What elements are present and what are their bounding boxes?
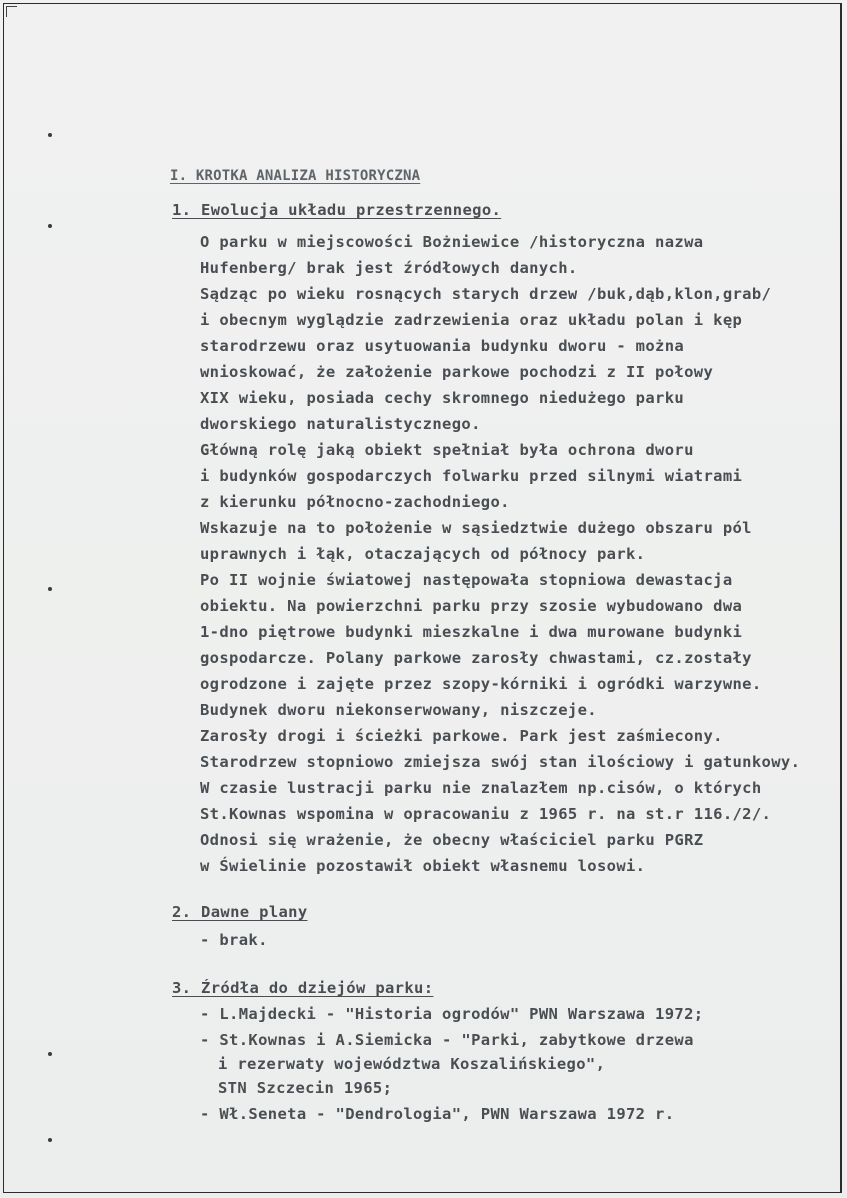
- list-item: - St.Kownas i A.Siemicka - "Parki, zabytkowe drzewa: [200, 1031, 694, 1049]
- paragraph-line: Starodrzew stopniowo zmiejsza swój stan ilościowy i gatunkowy.: [200, 753, 801, 771]
- paragraph-line: 1-dno piętrowe budynki mieszkalne i dwa murowane budynki: [200, 623, 743, 641]
- paragraph-line: Główną rolę jaką obiekt spełniał była ochrona dworu: [200, 441, 694, 459]
- paragraph-line: wnioskować, że założenie parkowe pochodzi z II połowy: [200, 363, 714, 381]
- paragraph-line: O parku w miejscowości Bożniewice /historyczna nazwa: [200, 233, 704, 251]
- heading-sources: 3. Źródła do dziejów parku:: [172, 979, 434, 997]
- punch-dot: [48, 133, 52, 137]
- paragraph-line: Odnosi się wrażenie, że obecny właściciel parku PGRZ: [200, 831, 704, 849]
- corner-mark: [6, 6, 17, 17]
- paragraph-line: Zarosły drogi i ścieżki parkowe. Park jest zaśmiecony.: [200, 727, 723, 745]
- heading-evolution: 1. Ewolucja układu przestrzennego.: [172, 201, 502, 219]
- paragraph-line: ogrodzone i zajęte przez szopy-kórniki i ogródki warzywne.: [200, 675, 762, 693]
- paragraph-line: St.Kownas wspomina w opracowaniu z 1965 r. na st.r 116./2/.: [200, 805, 772, 823]
- list-item: - brak.: [200, 931, 268, 949]
- punch-dot: [48, 224, 52, 228]
- paragraph-line: Hufenberg/ brak jest źródłowych danych.: [200, 259, 578, 277]
- list-item: - Wł.Seneta - "Dendrologia", PWN Warszawa 1972 r.: [200, 1105, 675, 1123]
- paragraph-line: i budynków gospodarczych folwarku przed silnymi wiatrami: [200, 467, 743, 485]
- paragraph-line: gospodarcze. Polany parkowe zarosły chwastami, cz.zostały: [200, 649, 752, 667]
- list-item: - L.Majdecki - "Historia ogrodów" PWN Warszawa 1972;: [200, 1005, 704, 1023]
- paragraph-line: Sądząc po wieku rosnących starych drzew /buk,dąb,klon,grab/: [200, 285, 772, 303]
- list-item: STN Szczecin 1965;: [218, 1079, 393, 1097]
- paragraph-line: XIX wieku, posiada cechy skromnego niedużego parku: [200, 389, 685, 407]
- list-item: i rezerwaty województwa Koszalińskiego",: [218, 1055, 606, 1073]
- punch-dot: [48, 1138, 52, 1142]
- paragraph-line: w Świelinie pozostawił obiekt własnemu losowi.: [200, 857, 646, 875]
- paragraph-line: Wskazuje na to położenie w sąsiedztwie dużego obszaru pól: [200, 519, 752, 537]
- paragraph-line: uprawnych i łąk, otaczających od północy park.: [200, 545, 646, 563]
- paragraph-line: dworskiego naturalistycznego.: [200, 415, 481, 433]
- paragraph-line: Po II wojnie światowej następowała stopniowa dewastacja: [200, 571, 733, 589]
- section-title: I. KROTKA ANALIZA HISTORYCZNA: [170, 168, 421, 184]
- punch-dot: [48, 1052, 52, 1056]
- paragraph-line: Budynek dworu niekonserwowany, niszczeje.: [200, 701, 597, 719]
- heading-old-plans: 2. Dawne plany: [172, 903, 308, 921]
- paragraph-line: z kierunku północno-zachodniego.: [200, 493, 510, 511]
- paragraph-line: starodrzewu oraz usytuowania budynku dworu - można: [200, 337, 685, 355]
- paragraph-line: W czasie lustracji parku nie znalazłem np.cisów, o których: [200, 779, 762, 797]
- paragraph-line: obiektu. Na powierzchni parku przy szosie wybudowano dwa: [200, 597, 743, 615]
- punch-dot: [48, 587, 52, 591]
- paragraph-line: i obecnym wyglądzie zadrzewienia oraz układu polan i kęp: [200, 311, 743, 329]
